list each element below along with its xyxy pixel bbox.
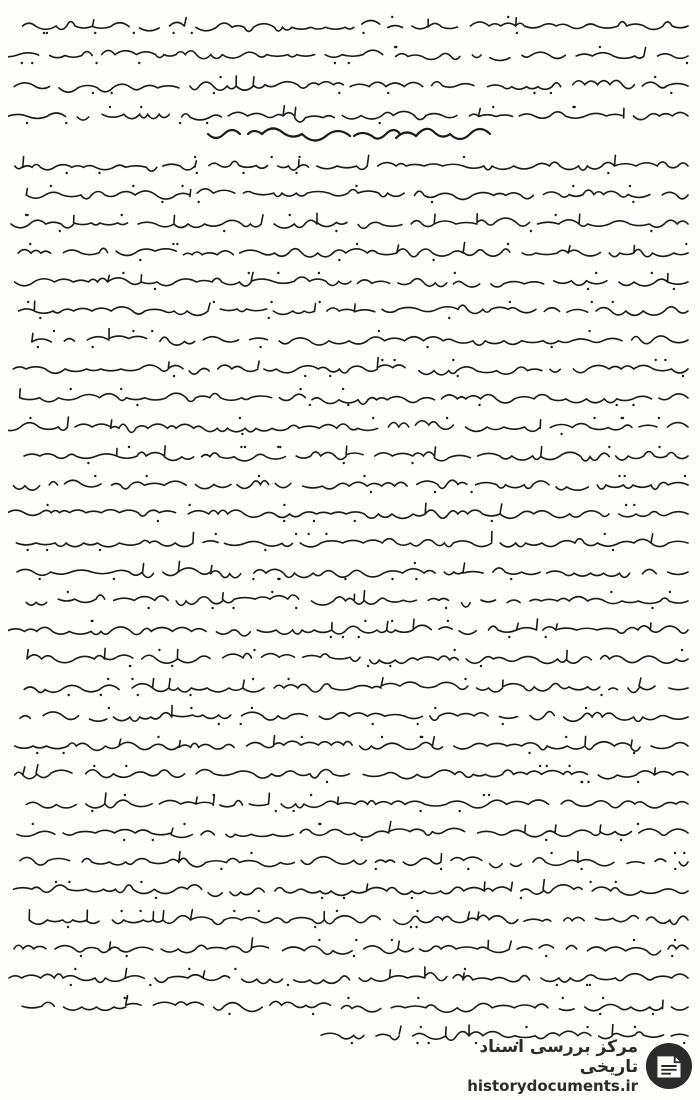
watermark-title: مرکز بررسی اسناد تاریخی bbox=[479, 1037, 639, 1077]
archive-seal-icon bbox=[644, 1040, 694, 1092]
watermark-url: historydocuments.ir bbox=[467, 1077, 639, 1095]
handwritten-line bbox=[8, 74, 692, 96]
handwritten-line bbox=[8, 44, 692, 66]
archive-watermark bbox=[424, 1036, 694, 1096]
heading-handwriting bbox=[200, 120, 500, 146]
handwritten-line bbox=[8, 328, 692, 350]
section-heading bbox=[200, 120, 500, 146]
handwritten-line bbox=[8, 212, 692, 234]
handwritten-line bbox=[8, 241, 692, 263]
handwritten-line bbox=[8, 734, 692, 756]
handwritten-line bbox=[8, 821, 692, 843]
handwritten-line bbox=[8, 908, 692, 930]
handwritten-line bbox=[8, 676, 692, 698]
handwritten-line bbox=[8, 966, 692, 988]
handwritten-line bbox=[8, 705, 692, 727]
handwritten-line bbox=[8, 502, 692, 524]
handwritten-line bbox=[8, 763, 692, 785]
handwritten-line bbox=[8, 937, 692, 959]
handwritten-line bbox=[8, 589, 692, 611]
handwritten-line bbox=[8, 154, 692, 176]
handwritten-line bbox=[8, 444, 692, 466]
handwritten-line bbox=[8, 415, 692, 437]
handwritten-line bbox=[8, 560, 692, 582]
handwritten-line bbox=[8, 473, 692, 495]
handwritten-line bbox=[8, 995, 692, 1017]
handwritten-line bbox=[8, 386, 692, 408]
handwritten-line bbox=[8, 270, 692, 292]
handwritten-line bbox=[8, 792, 692, 814]
handwritten-line bbox=[8, 618, 692, 640]
handwritten-line bbox=[8, 357, 692, 379]
handwritten-line bbox=[8, 14, 692, 36]
handwritten-line bbox=[8, 531, 692, 553]
handwritten-line bbox=[8, 647, 692, 669]
handwritten-line bbox=[8, 879, 692, 901]
handwritten-text-block bbox=[8, 4, 692, 1060]
handwritten-line bbox=[8, 299, 692, 321]
handwritten-line bbox=[8, 850, 692, 872]
handwritten-line bbox=[8, 183, 692, 205]
